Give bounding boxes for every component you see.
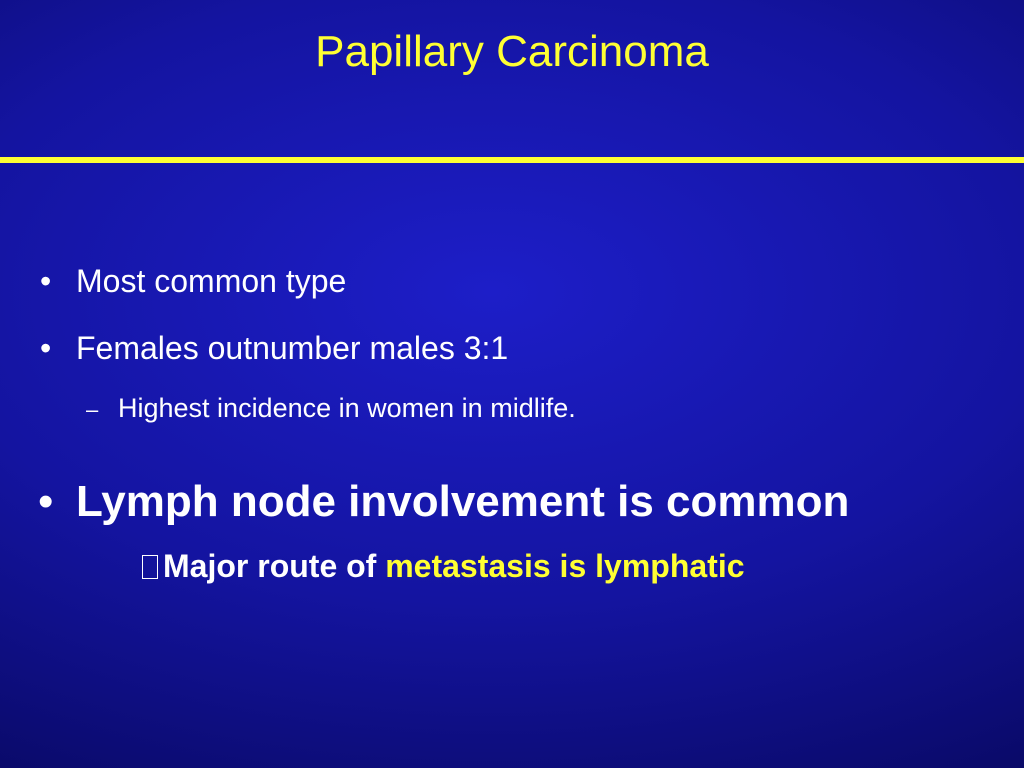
- note-highlight: metastasis is lymphatic: [385, 548, 745, 584]
- dash-marker: –: [86, 397, 99, 422]
- note-prefix: Major route of: [163, 548, 386, 584]
- sub-bullet-item: [86, 391, 576, 427]
- slide-title: Papillary Carcinoma: [315, 27, 709, 76]
- bullet-text: Females outnumber males 3:1: [76, 330, 509, 366]
- missing-glyph-icon: [142, 555, 158, 579]
- sub-bullet-text: Highest incidence in women in midlife.: [118, 393, 576, 423]
- bullet-item: [40, 261, 346, 301]
- emphasis-bullet-item: [38, 476, 849, 528]
- bullet-item: [40, 328, 508, 368]
- note-line: [142, 546, 745, 586]
- emphasis-bullet-text: Lymph node involvement is common: [76, 477, 850, 526]
- bullet-marker: •: [40, 263, 52, 299]
- bullet-text: Most common type: [76, 263, 347, 299]
- bullet-marker: •: [38, 477, 54, 526]
- bullet-marker: •: [40, 330, 52, 366]
- title-underline: [0, 157, 1024, 163]
